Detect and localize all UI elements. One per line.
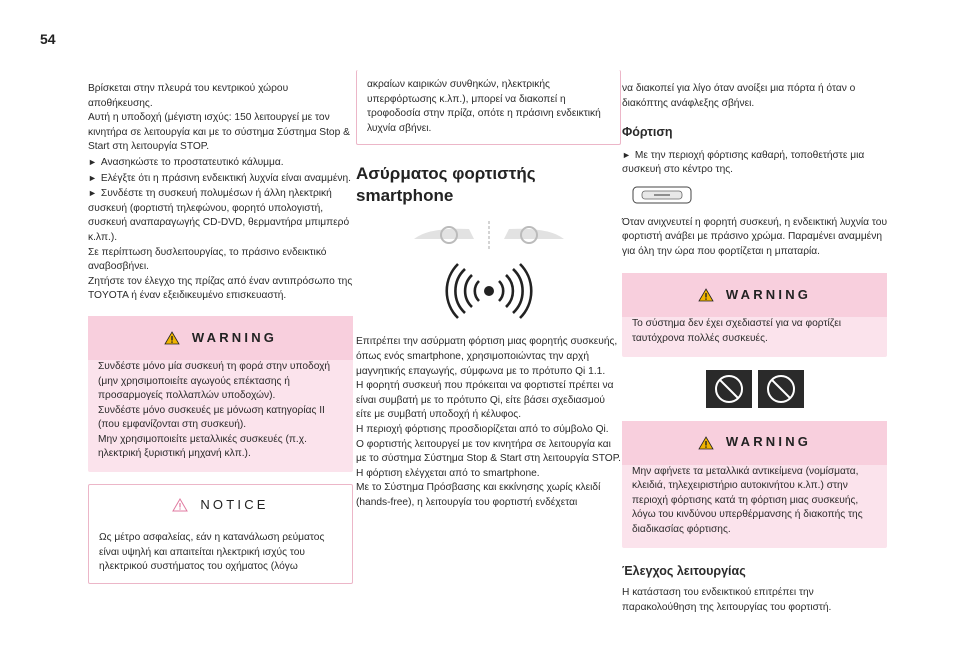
bullet-item: ► Με την περιοχή φόρτισης καθαρή, τοποθετήστε μια συσκευή στο κέντρο της. — [622, 149, 865, 176]
bullet-item: ► Ανασηκώστε το προστατευτικό κάλυμμα. — [88, 156, 284, 168]
wireless-charging-symbol — [356, 261, 621, 321]
car-dashboard-icon — [399, 217, 579, 253]
column-2 — [356, 70, 621, 511]
warning-box — [88, 316, 353, 472]
bullet-item: ► Συνδέστε τη συσκευή πολυμέσων ή άλλη ηλεκτρική συσκευή (φορτιστή τηλεφώνου, φορητό υπολογιστή, συσκευή αναπαραγωγής CD-DVD, θερμαντήρα μπιμπερό κ.λπ.). — [88, 188, 350, 243]
arrow-right-icon: ► — [88, 188, 97, 199]
paragraph: Αυτή η υποδοχή (μέγιστη ισχύς: 150 λειτουργεί με τον κινητήρα σε λειτουργία και με το σύστημα Σύστημα Stop & Start στη λειτουργία STOP. — [88, 112, 350, 153]
warning-title: WARNING — [191, 329, 278, 345]
notice-box — [88, 484, 353, 584]
warning-header — [88, 316, 353, 360]
warning-title: WARNING — [725, 434, 812, 450]
warning-triangle-icon — [698, 288, 714, 302]
paragraph: Η κατάσταση του ενδεικτικού επιτρέπει την παρακολούθηση της λειτουργίας του φορτιστή. — [622, 587, 832, 613]
no-metal-objects-illustration — [622, 369, 887, 409]
notice-triangle-icon — [172, 498, 188, 512]
control-heading: Έλεγχος λειτουργίας — [622, 563, 746, 578]
warning-box — [622, 273, 887, 356]
paragraph: Όταν ανιχνευτεί η φορητή συσκευή, η ενδεικτική λυχνία του φορτιστή ανάβει με πράσινο χρώμα. Παραμένει αναμμένη για όλη την ώρα που φορτίζεται η μπαταρία. — [622, 216, 888, 257]
paragraph: να διακοπεί για λίγο όταν ανοίξει μια πόρτα ή όταν ο διακόπτης ανάφλεξης σβήνει. — [622, 83, 856, 109]
paragraph: Σε περίπτωση δυσλειτουργίας, το πράσινο ενδεικτικό αναβοσβήνει. Ζητήστε τον έλεγχο της πρίζας από έναν αντιπρόσωπο της TOYOTA ή έναν εξειδικευμένο επισκευαστή. — [88, 246, 353, 302]
warning-triangle-icon — [698, 436, 714, 450]
notice-text: Ως μέτρο ασφαλείας, εάν η κατανάλωση ρεύματος είναι υψηλή και απαιτείται ηλεκτρική ισχύς του ηλεκτρικού συστήματος του οχήματος (λόγω — [99, 532, 325, 573]
arrow-right-icon: ► — [88, 156, 97, 167]
notice-title: NOTICE — [200, 496, 269, 512]
section-body: Επιτρέπει την ασύρματη φόρτιση μιας φορητής συσκευής, όπως ενός smartphone, χρησιμοποιώντας την αρχή μαγνητικής επαγωγής, σύμφωνα με το πρότυπο Qi 1.1. Η φορητή συσκευή που πρόκειται να φορτιστεί πρέπει να είναι συμβατή με το πρότυπο Qi, είτε βάσει σχεδιασμού είτε με συμβατή υποδοχή ή κέλυφος. Η περιοχή φόρτισης προσδιορίζεται από το σύμβολο Qi. Ο φορτιστής λειτουργεί με τον κινητήρα σε λειτουργία και με το σύστημα Σύστημα Stop & Start στη λειτουργία STOP. Η φόρτιση ελέγχεται από το smartphone. Με το Σύστημα Πρόσβασης και εκκίνησης χωρίς κλειδί (hands-free), η λειτουργία του φορτιστή ενδέχεται — [356, 336, 622, 508]
warning-text: Συνδέστε μόνο μία συσκευή τη φορά στην υποδοχή (μην χρησιμοποιείτε αγωγούς επέκτασης ή προσαρμογείς πολλαπλών υποδοχών). Συνδέστε μόνο συσκευές με μόνωση κατηγορίας II (που εμφανίζονται στη συσκευή). Μην χρησιμοποιείτε μεταλλικές συσκευές (π.χ. ηλεκτρική ξυριστική μηχανή κλπ.). — [98, 360, 331, 460]
bullet-item: ► Ελέγξτε ότι η πράσινη ενδεικτική λυχνία είναι αναμμένη. — [88, 172, 351, 184]
warning-text: Μην αφήνετε τα μεταλλικά αντικείμενα (νομίσματα, κλειδιά, τηλεχειριστήριο αυτοκινήτου κ.λπ.) στην περιοχή φόρτισης κατά τη φόρτιση μιας συσκευής, λόγω του κινδύνου υπερθέρμανσης ή διακοπής της διαδικασίας φόρτισης. — [632, 465, 863, 535]
notice-continued-text: ακραίων καιρικών συνθηκών, ηλεκτρικής υπερφόρτωσης κ.λπ.), μπορεί να διακοπεί η τροφοδοσία στην πρίζα, οπότε η πράσινη ενδεικτική λυχνία σβήνει. — [367, 79, 601, 134]
section-heading: Ασύρματος φορτιστής smartphone — [356, 164, 536, 206]
column-3 — [622, 82, 887, 615]
column-1 — [88, 82, 353, 584]
charging-pad-icon — [632, 186, 692, 204]
charging-pad-illustration — [632, 186, 887, 210]
notice-continued-box — [356, 70, 621, 145]
arrow-right-icon: ► — [622, 149, 631, 160]
charging-heading: Φόρτιση — [622, 125, 673, 140]
car-interior-illustration — [356, 217, 621, 253]
warning-box — [622, 421, 887, 548]
warning-header — [622, 421, 887, 465]
warning-title: WARNING — [725, 287, 812, 303]
warning-text: Το σύστημα δεν έχει σχεδιαστεί για να φορτίζει ταυτόχρονα πολλές συσκευές. — [632, 318, 842, 344]
paragraph: Βρίσκεται στην πλευρά του κεντρικού χώρου αποθήκευσης. — [88, 83, 289, 109]
warning-header — [622, 273, 887, 317]
no-metal-objects-icon — [705, 369, 805, 409]
notice-header — [89, 485, 352, 525]
arrow-right-icon: ► — [88, 172, 97, 183]
warning-triangle-icon — [164, 331, 180, 345]
wireless-signal-icon — [439, 261, 539, 321]
page-number: 54 — [40, 31, 56, 47]
